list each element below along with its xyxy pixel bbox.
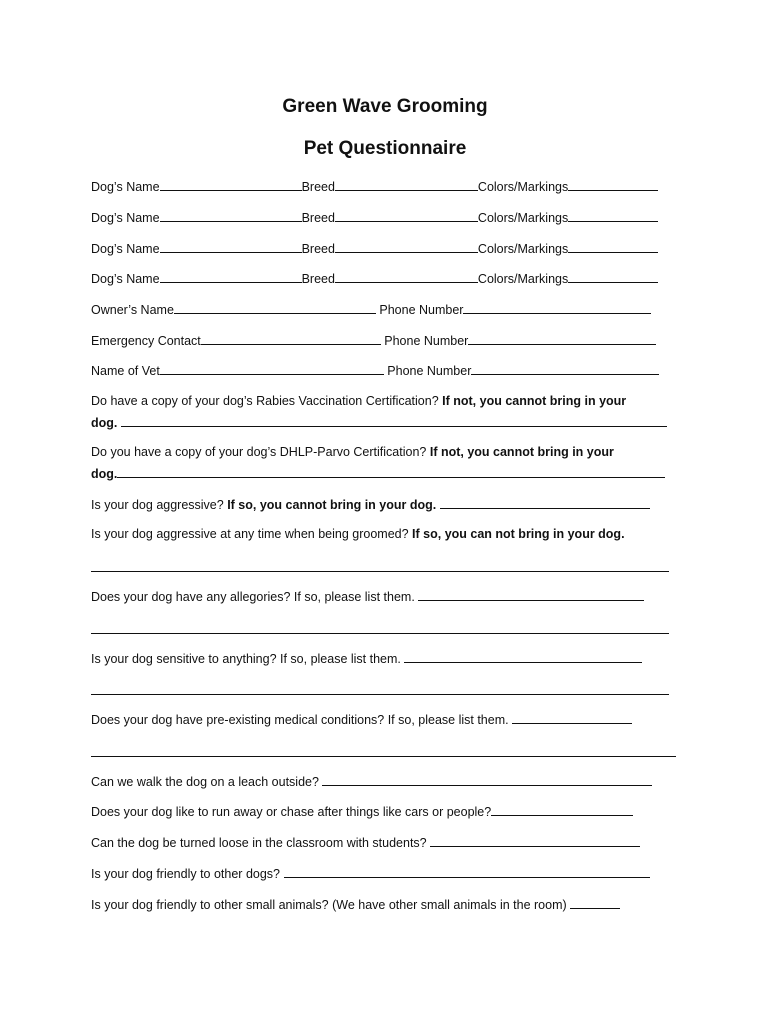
form-subtitle: Pet Questionnaire — [303, 138, 467, 159]
dog-row-1 — [91, 178, 658, 195]
aggressive-groomed-text: Is your dog aggressive at any time when being groomed? — [91, 527, 409, 541]
loose-answer-field[interactable] — [430, 834, 640, 847]
dog-row-3 — [91, 240, 658, 257]
colors-label: Colors/Markings — [477, 272, 569, 286]
phone-label: Phone Number — [384, 334, 469, 348]
vet-field[interactable] — [160, 362, 384, 375]
emergency-field[interactable] — [201, 332, 381, 345]
allergies-answer-field[interactable] — [418, 588, 644, 601]
friendly-dogs-answer-field[interactable] — [284, 865, 650, 878]
medical-question — [91, 711, 632, 728]
leash-question — [91, 773, 652, 790]
vet-row — [91, 362, 659, 379]
aggressive-text: Is your dog aggressive? — [91, 498, 224, 512]
colors-label: Colors/Markings — [477, 180, 569, 194]
dog-name-field[interactable] — [160, 178, 302, 191]
breed-label: Breed — [301, 242, 335, 256]
rabies-warning-end: dog. — [91, 416, 118, 430]
medical-text: Does your dog have pre-existing medical conditions? If so, please list them. — [91, 713, 509, 727]
leash-answer-field[interactable] — [322, 773, 652, 786]
leash-text: Can we walk the dog on a leach outside? — [91, 775, 319, 789]
aggressive-groomed-question — [91, 527, 625, 542]
allergies-answer-line[interactable] — [91, 633, 669, 634]
run-away-answer-field[interactable] — [491, 803, 633, 816]
dog-name-field[interactable] — [160, 270, 302, 283]
colors-label: Colors/Markings — [477, 211, 569, 225]
rabies-question-cont — [91, 414, 667, 431]
dhlp-warning: If not, you cannot bring in your — [429, 445, 614, 459]
allergies-question — [91, 588, 644, 605]
dog-name-field[interactable] — [160, 240, 302, 253]
emergency-row — [91, 332, 656, 349]
rabies-warning: If not, you cannot bring in your — [442, 394, 627, 408]
breed-field[interactable] — [335, 240, 478, 253]
dog-name-label: Dog’s Name — [91, 180, 160, 194]
vet-label: Name of Vet — [91, 364, 160, 378]
owner-field[interactable] — [174, 301, 376, 314]
dog-row-2 — [91, 209, 658, 226]
dog-name-label: Dog’s Name — [91, 242, 160, 256]
sensitive-text: Is your dog sensitive to anything? If so, please list them. — [91, 652, 401, 666]
friendly-dogs-question — [91, 865, 650, 882]
colors-field[interactable] — [568, 240, 658, 253]
colors-field[interactable] — [568, 178, 658, 191]
friendly-animals-question — [91, 896, 620, 913]
phone-label: Phone Number — [387, 364, 472, 378]
dog-name-field[interactable] — [160, 209, 302, 222]
breed-field[interactable] — [335, 178, 478, 191]
owner-label: Owner’s Name — [91, 303, 174, 317]
breed-field[interactable] — [335, 209, 478, 222]
colors-label: Colors/Markings — [477, 242, 569, 256]
dog-name-label: Dog’s Name — [91, 272, 160, 286]
emergency-label: Emergency Contact — [91, 334, 201, 348]
friendly-animals-text: Is your dog friendly to other small animals? (We have other small animals in the room) — [91, 898, 567, 912]
dhlp-answer-field[interactable] — [117, 465, 665, 478]
colors-field[interactable] — [568, 270, 658, 283]
loose-text: Can the dog be turned loose in the classroom with students? — [91, 836, 427, 850]
vet-phone-field[interactable] — [471, 362, 659, 375]
medical-answer-line[interactable] — [91, 756, 676, 757]
colors-field[interactable] — [568, 209, 658, 222]
sensitive-question — [91, 650, 642, 667]
aggressive-answer-field[interactable] — [440, 496, 650, 509]
dhlp-text: Do you have a copy of your dog’s DHLP-Parvo Certification? — [91, 445, 427, 459]
breed-field[interactable] — [335, 270, 478, 283]
run-away-text: Does your dog like to run away or chase after things like cars or people? — [91, 805, 492, 819]
sensitive-answer-field[interactable] — [404, 650, 642, 663]
aggressive-question — [91, 496, 650, 513]
rabies-text: Do have a copy of your dog’s Rabies Vaccination Certification? — [91, 394, 439, 408]
breed-label: Breed — [301, 272, 335, 286]
medical-answer-field[interactable] — [512, 711, 632, 724]
dhlp-question-cont — [91, 465, 665, 482]
breed-label: Breed — [301, 180, 335, 194]
sensitive-answer-line[interactable] — [91, 694, 669, 695]
rabies-question — [91, 394, 626, 409]
allergies-text: Does your dog have any allegories? If so, please list them. — [91, 590, 415, 604]
dog-name-label: Dog’s Name — [91, 211, 160, 225]
dog-row-4 — [91, 270, 658, 287]
friendly-animals-answer-field[interactable] — [570, 896, 620, 909]
owner-phone-field[interactable] — [463, 301, 651, 314]
emergency-phone-field[interactable] — [468, 332, 656, 345]
dhlp-question — [91, 445, 614, 460]
breed-label: Breed — [301, 211, 335, 225]
run-away-question — [91, 803, 633, 820]
dhlp-warning-end: dog. — [91, 467, 118, 481]
form-title: Green Wave Grooming — [282, 96, 488, 117]
aggressive-warning: If so, you cannot bring in your dog. — [227, 498, 437, 512]
aggressive-groomed-answer-line[interactable] — [91, 571, 669, 572]
aggressive-groomed-warning: If so, you can not bring in your dog. — [412, 527, 625, 541]
loose-question — [91, 834, 640, 851]
rabies-answer-field[interactable] — [121, 414, 667, 427]
phone-label: Phone Number — [379, 303, 464, 317]
owner-row — [91, 301, 651, 318]
friendly-dogs-text: Is your dog friendly to other dogs? — [91, 867, 281, 881]
